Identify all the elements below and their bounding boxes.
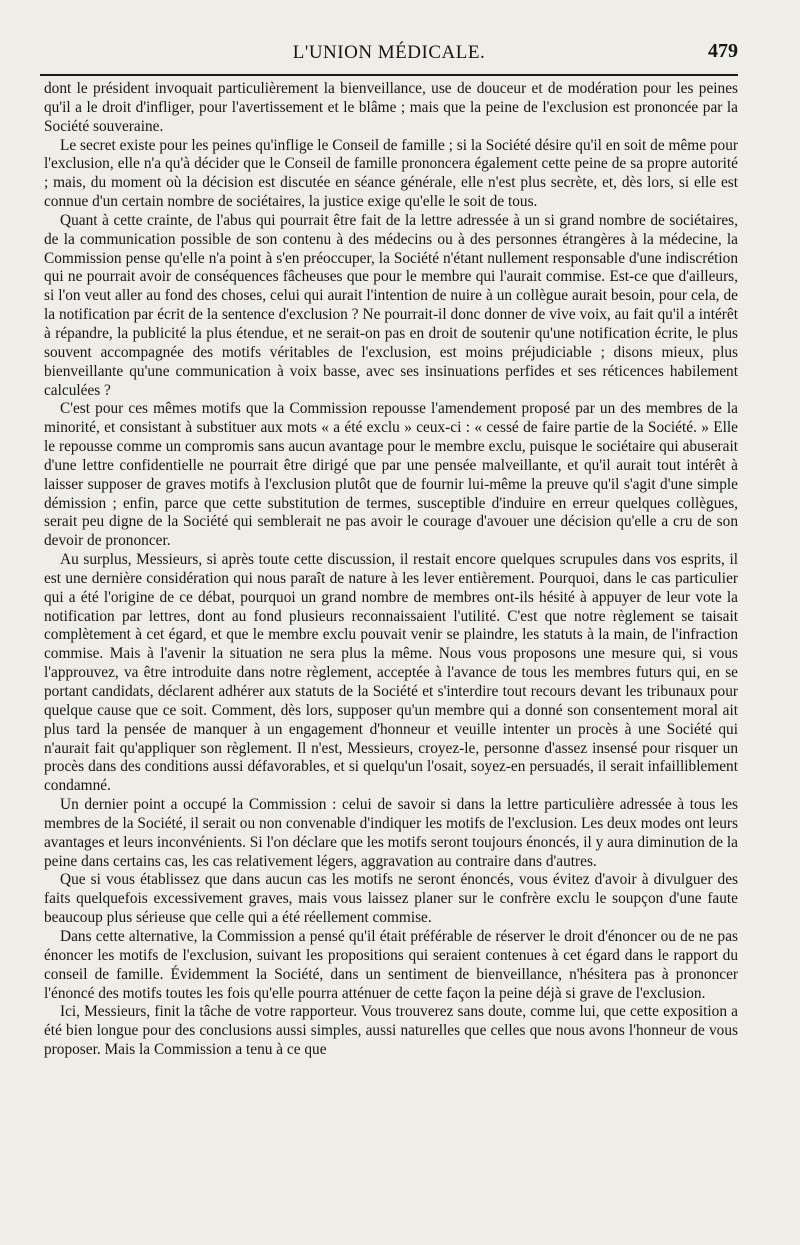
paragraph: Ici, Messieurs, finit la tâche de votre rapporteur. Vous trouverez sans doute, comme lui, que cette exposition a été bien longue pour des conclusions aussi simples, aussi naturelles que celles que nous avons l'honneur de vous proposer. Mais la Commission a tenu à ce que (44, 1003, 738, 1059)
paragraph: Dans cette alternative, la Commission a pensé qu'il était préférable de réserver le droit d'énoncer ou de ne pas énoncer les motifs de l'exclusion, suivant les propositions qui seraient contenues à cet égard dans le rapport du conseil de famille. Évidemment la Société, dans un sentiment de bienveillance, n'hésitera pas à prononcer l'énoncé des motifs toutes les fois qu'elle pourra atténuer de cette façon la peine déjà si grave de l'exclusion. (44, 927, 738, 1002)
paragraph: Un dernier point a occupé la Commission : celui de savoir si dans la lettre particulière adressée à tous les membres de la Société, il serait ou non convenable d'indiquer les motifs de l'exclusion. Les deux modes ont leurs avantages et leurs inconvénients. Si l'on déclare que les motifs seront toujours énoncés, il y aura diminution de la peine dans certains cas, les cas relativement légers, aggravation au contraire dans d'autres. (44, 796, 738, 870)
paragraph: Quant à cette crainte, de l'abus qui pourrait être fait de la lettre adressée à un si grand nombre de sociétaires, de la communication possible de son contenu à des médecins ou à des personnes étrangères à la médecine, la Commission pense qu'elle n'a point à s'en préoccuper, la Société n'étant nullement responsable d'une indiscrétion qui ne pourrait avoir de conséquences fâcheuses que pour le membre qui l'aurait commise. Est-ce que d'ailleurs, si l'on veut aller au fond des choses, celui qui aurait l'intention de nuire à un collègue aurait besoin, pour cela, de la notification par écrit de la sentence d'exclusion ? Ne pourrait-il donc donner de vive voix, au fait qu'il a intérêt à répandre, la publicité la plus étendue, et ne serait-on pas en droit de soutenir qu'une notification écrite, le plus souvent accompagnée des motifs véritables de l'exclusion, est moins préjudiciable ; disons mieux, plus bienveillante qu'une communication à voix basse, avec ses insinuations perfides et ses réticences habilement calculées ? (44, 211, 738, 399)
paragraph: dont le président invoquait particulièrement la bienveillance, use de douceur et de modération pour les peines qu'il a le droit d'infliger, pour l'avertissement et le blâme ; mais que la peine de l'exclusion est prononcée par la Société souveraine. (44, 80, 738, 135)
running-title: L'UNION MÉDICALE. (292, 42, 486, 63)
article-body (44, 80, 738, 1060)
page-header (40, 34, 738, 70)
paragraph: Le secret existe pour les peines qu'inflige le Conseil de famille ; si la Société désire qu'il en soit de même pour l'exclusion, elle n'a qu'à décider que le Conseil de famille prononcera également cette peine de sa propre autorité ; mais, du moment où la décision est discutée en séance générale, elle n'est plus secrète, et, dès lors, si elle est connue d'un certain nombre de sociétaires, la justice exige qu'elle le soit de tous. (44, 136, 738, 211)
paragraph: Que si vous établissez que dans aucun cas les motifs ne seront énoncés, vous évitez d'avoir à divulguer des faits quelquefois excessivement graves, mais vous laissez planer sur le confrère exclu le soupçon d'une faute beaucoup plus sérieuse que celle qui a été réellement commise. (44, 871, 738, 927)
header-rule (40, 74, 738, 76)
page-number: 479 (708, 40, 738, 62)
paragraph: Au surplus, Messieurs, si après toute cette discussion, il restait encore quelques scrupules dans vos esprits, il est une dernière considération qui nous paraît de nature à les lever entièrement. Pourquoi, dans le cas particulier qui a été l'origine de ce débat, pourquoi un grand nombre de membres ont-ils hésité à appuyer de leur vote la notification par lettres, dont au fond plusieurs reconnaissaient l'utilité. C'est que notre règlement se taisait complètement à cet égard, et que le membre exclu pouvait venir se plaindre, les statuts à la main, de l'infraction commise. Mais à l'avenir la situation ne sera plus la même. Nous vous proposons une mesure qui, si vous l'approuvez, va être introduite dans notre règlement, acceptée à l'avance de tous les membres futurs qui, en se portant candidats, déclarent adhérer aux statuts de la Société et s'interdire tout recours devant les tribunaux pour quelque cause que ce soit. Comment, dès lors, supposer qu'un membre qui a donné son consentement moral ait plus tard la pensée de manquer à un engagement d'honneur et veuille intenter un procès à une Société qui n'aurait fait qu'appliquer son règlement. Il n'est, Messieurs, croyez-le, personne d'assez insensé pour risquer un procès dans des conditions aussi défavorables, et si quelqu'un l'osait, soyez-en persuadés, il serait infailliblement condamné. (44, 551, 738, 795)
paragraph: C'est pour ces mêmes motifs que la Commission repousse l'amendement proposé par un des membres de la minorité, et consistant à substituer aux mots « a été exclu » ceux-ci : « cessé de faire partie de la Société. » Elle le repousse comme un compromis sans aucun avantage pour le membre exclu, puisque le sociétaire qui abuserait d'une lettre confidentielle ne pourrait être dirigé que par une pensée malveillante, et qu'il aurait tout intérêt à laisser supposer de graves motifs à l'exclusion plutôt que de fournir lui-même la preuve qu'il s'agit d'une simple démission ; enfin, parce que cette substitution de termes, susceptible d'induire en erreur quelques collègues, serait peu digne de la Société qui semblerait ne pas avoir le courage d'avouer une décision qu'elle a cru de son devoir de prononcer. (44, 400, 738, 550)
